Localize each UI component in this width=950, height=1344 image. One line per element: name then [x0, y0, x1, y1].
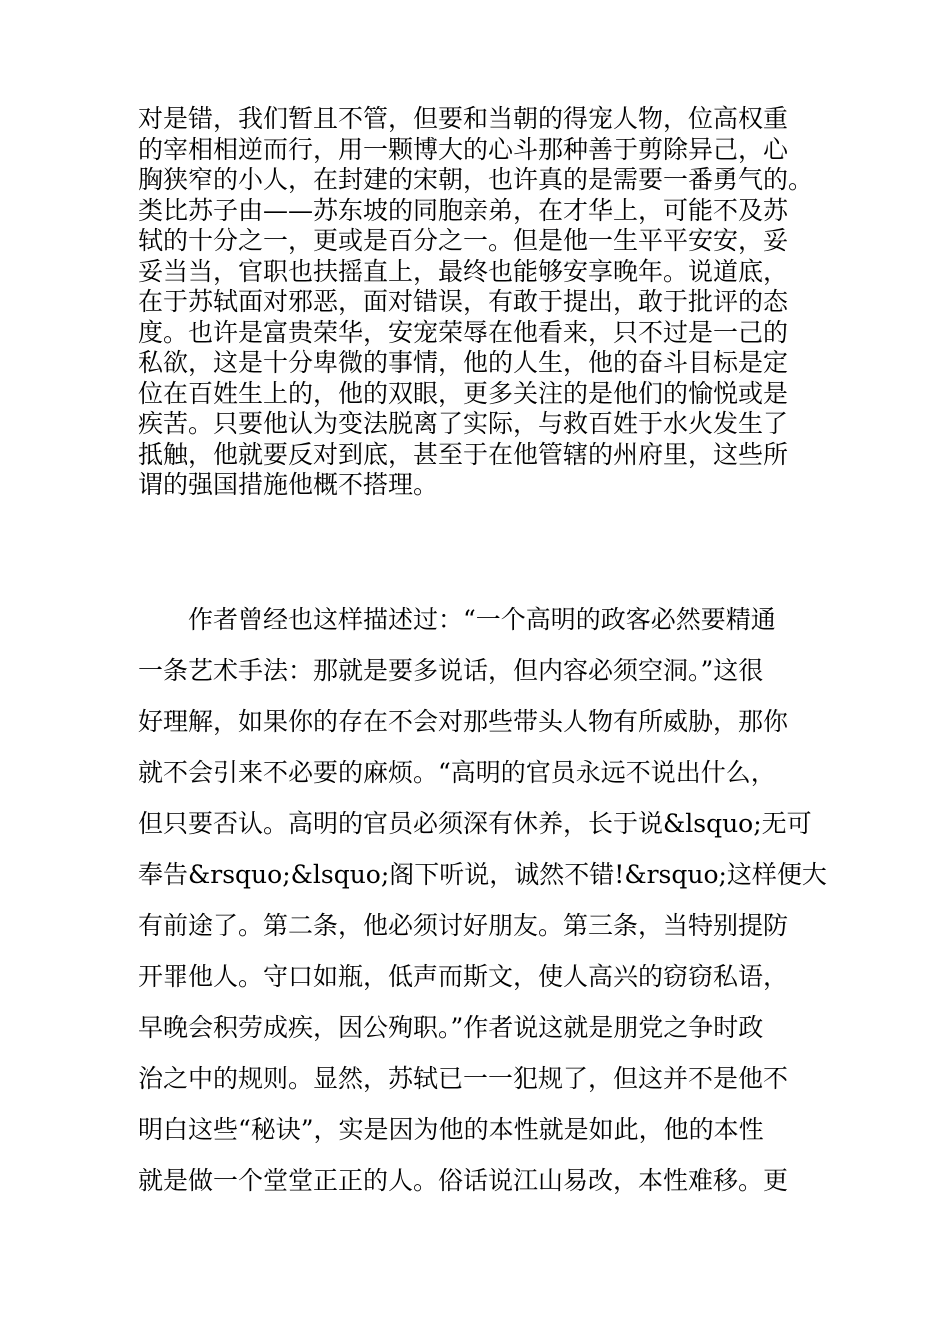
- paragraph-line: 对是错，我们暂且不管，但要和当朝的得宠人物，位高权重: [138, 104, 789, 133]
- paragraph-line: 谓的强国措施他概不搭理。: [138, 470, 439, 499]
- paragraph-line: 好理解，如果你的存在不会对那些带头人物有所威胁，那你: [138, 707, 789, 736]
- paragraph-line: 抵触，他就要反对到底，甚至于在他管辖的州府里，这些所: [138, 439, 789, 469]
- paragraph-line: 的宰相相逆而行，用一颗博大的心斗那种善于剪除异己，心: [138, 134, 789, 164]
- paragraph-2: [138, 594, 838, 1206]
- paragraph-line: 但只要否认。高明的官员必须深有休养，长于说&lsquo;无可: [138, 809, 812, 838]
- paragraph-line: 在于苏轼面对邪恶，面对错误，有敢于提出，敢于批评的态: [138, 287, 789, 316]
- paragraph-line: 就是做一个堂堂正正的人。俗话说江山易改，本性难移。更: [138, 1166, 789, 1195]
- paragraph-line: 一条艺术手法：那就是要多说话，但内容必须空洞。”这很: [138, 656, 764, 685]
- paragraph-line: 疾苦。只要他认为变法脱离了实际，与救百姓于水火发生了: [138, 409, 789, 438]
- paragraph-line: 妥当当，官职也扶摇直上，最终也能够安享晚年。说道底，: [138, 256, 789, 286]
- paragraph-line: 就不会引来不必要的麻烦。“高明的官员永远不说出什么，: [138, 758, 776, 787]
- paragraph-line: 治之中的规则。显然，苏轼已一一犯规了，但这并不是他不: [138, 1064, 789, 1093]
- paragraph-line: 奉告&rsquo;&lsquo;阁下听说，诚然不错!&rsquo;这样便大: [138, 860, 827, 889]
- paragraph-line: 私欲，这是十分卑微的事情，他的人生，他的奋斗目标是定: [138, 348, 789, 377]
- paragraph-line: 明白这些“秘诀”，实是因为他的本性就是如此，他的本性: [138, 1115, 764, 1144]
- paragraph-line: 有前途了。第二条，他必须讨好朋友。第三条，当特别提防: [138, 911, 789, 940]
- paragraph-line: 类比苏子由——苏东坡的同胞亲弟，在才华上，可能不及苏: [138, 195, 789, 225]
- paragraph-1: [138, 104, 838, 501]
- paragraph-line: 开罪他人。守口如瓶，低声而斯文，使人高兴的窃窃私语，: [138, 962, 789, 991]
- paragraph-line: 位在百姓生上的，他的双眼，更多关注的是他们的愉悦或是: [138, 378, 789, 408]
- paragraph-line-first: 作者曾经也这样描述过：“一个高明的政客必然要精通: [188, 605, 776, 634]
- paragraph-line: 度。也许是富贵荣华，安宠荣辱在他看来，只不过是一己的: [138, 317, 789, 347]
- paragraph-line: 早晚会积劳成疾，因公殉职。”作者说这就是朋党之争时政: [138, 1013, 764, 1042]
- paragraph-line: 胸狭窄的小人，在封建的宋朝，也许真的是需要一番勇气的。: [138, 165, 814, 194]
- paragraph-line: 轼的十分之一，更或是百分之一。但是他一生平平安安，妥: [138, 226, 789, 255]
